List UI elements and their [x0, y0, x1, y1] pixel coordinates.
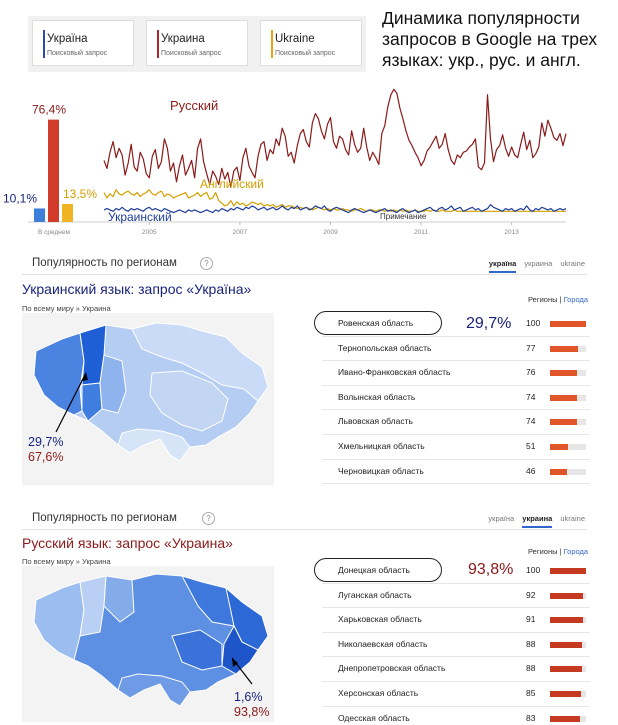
- trend-chart: [0, 80, 618, 240]
- regions-header-label: Популярность по регионам: [32, 512, 177, 524]
- section-title: Украинский язык: запрос «Україна»: [22, 281, 252, 297]
- map-callout: [28, 435, 63, 465]
- score-bar-fill: [550, 691, 581, 697]
- region-row[interactable]: [322, 410, 590, 435]
- region-name[interactable]: Харьковская область: [338, 614, 422, 625]
- link-separator: |: [559, 547, 562, 556]
- ukraine-map[interactable]: [22, 566, 274, 722]
- score-bar-fill: [550, 395, 577, 401]
- regions-link[interactable]: Регионы: [528, 295, 558, 304]
- score-bar-fill: [550, 568, 586, 574]
- cities-link[interactable]: Города: [563, 547, 589, 556]
- term-type: Поисковый запрос: [161, 50, 222, 57]
- score-bar-fill: [550, 617, 583, 623]
- region-score: 85: [526, 687, 536, 698]
- x-tick-label: 2013: [504, 229, 519, 236]
- score-bar-track: [550, 395, 586, 401]
- region-score: 88: [526, 638, 536, 649]
- term-name: Украина: [161, 33, 205, 45]
- region-row[interactable]: [322, 584, 590, 609]
- region-row[interactable]: [322, 707, 590, 725]
- tab-russian[interactable]: украина: [522, 514, 552, 528]
- region-name[interactable]: Днепропетровская область: [338, 663, 446, 674]
- term-tab-english[interactable]: [260, 20, 362, 66]
- region-name[interactable]: Тернопольская область: [338, 342, 432, 353]
- series-label: Украинский: [108, 210, 172, 224]
- region-row[interactable]: [322, 337, 590, 362]
- region-row[interactable]: [322, 657, 590, 682]
- region-row[interactable]: [322, 460, 590, 485]
- term-color-swatch: [157, 30, 159, 58]
- series-label: Английский: [200, 177, 264, 191]
- link-separator: |: [559, 295, 562, 304]
- term-switcher: [482, 514, 585, 528]
- region-score: 46: [526, 465, 536, 476]
- regions-cities-links: [528, 547, 588, 556]
- score-bar-fill: [550, 321, 586, 327]
- term-name: Україна: [47, 33, 88, 45]
- score-bar-fill: [550, 642, 582, 648]
- region-name[interactable]: Хмельницкая область: [338, 440, 425, 451]
- help-icon[interactable]: ?: [200, 257, 213, 270]
- regions-cities-links: [528, 295, 588, 304]
- ukraine-map[interactable]: [22, 313, 274, 485]
- average-bar-label: 10,1%: [3, 191, 38, 206]
- term-color-swatch: [271, 30, 273, 58]
- x-tick-label: 2007: [232, 229, 248, 236]
- callout-share-russian: 67,6%: [28, 450, 64, 464]
- region-name[interactable]: Черновицкая область: [338, 465, 424, 476]
- region-row[interactable]: [322, 361, 590, 386]
- series-label: Русский: [170, 98, 219, 113]
- score-bar-track: [550, 716, 586, 722]
- regions-link[interactable]: Регионы: [528, 547, 558, 556]
- tab-ukrainian[interactable]: україна: [488, 514, 515, 523]
- score-bar-fill: [550, 444, 568, 450]
- score-bar-track: [550, 642, 586, 648]
- region-row[interactable]: [322, 682, 590, 707]
- region-ranking-list: [322, 559, 590, 725]
- term-name: Ukraine: [275, 33, 315, 45]
- region-name[interactable]: Львовская область: [338, 416, 413, 427]
- tab-english[interactable]: ukraine: [560, 514, 585, 523]
- region-row[interactable]: [322, 608, 590, 633]
- term-tab-russian[interactable]: [146, 20, 248, 66]
- score-bar-fill: [550, 666, 582, 672]
- region-score: 76: [526, 367, 536, 378]
- term-type: Поисковый запрос: [47, 50, 108, 57]
- region-name[interactable]: Луганская область: [338, 589, 412, 600]
- region-name[interactable]: Николаевская область: [338, 638, 428, 649]
- score-bar-track: [550, 593, 586, 599]
- map-callout: [234, 690, 269, 720]
- tab-ukrainian[interactable]: україна: [489, 259, 517, 273]
- score-bar-track: [550, 469, 586, 475]
- score-bar-fill: [550, 593, 583, 599]
- region-name[interactable]: Донецкая область: [338, 565, 410, 575]
- region-name[interactable]: Волынская область: [338, 391, 416, 402]
- region-name[interactable]: Ровенская область: [338, 318, 414, 328]
- callout-share-ukrainian: 29,7%: [28, 435, 64, 449]
- regions-header: [22, 508, 587, 530]
- tab-english[interactable]: ukraine: [560, 259, 585, 268]
- x-tick-label: 2009: [323, 229, 338, 236]
- term-tab-ukrainian[interactable]: [32, 20, 134, 66]
- score-bar-fill: [550, 469, 567, 475]
- score-bar-fill: [550, 419, 577, 425]
- region-name[interactable]: Херсонская область: [338, 687, 419, 698]
- region-row[interactable]: [322, 386, 590, 411]
- term-type: Поисковый запрос: [275, 50, 336, 57]
- region-score: 83: [526, 712, 536, 723]
- section-title: Русский язык: запрос «Украина»: [22, 535, 233, 551]
- region-name[interactable]: Одесская область: [338, 712, 410, 723]
- region-ranking-list: [322, 312, 590, 484]
- average-bar-label: 13,5%: [63, 186, 98, 201]
- region-row[interactable]: [322, 559, 590, 584]
- tab-russian[interactable]: украина: [524, 259, 553, 268]
- callout-share-ukrainian: 1,6%: [234, 690, 263, 704]
- score-bar-track: [550, 617, 586, 623]
- score-bar-track: [550, 691, 586, 697]
- region-row[interactable]: [322, 633, 590, 658]
- region-score: 92: [526, 589, 536, 600]
- region-score: 100: [526, 318, 541, 328]
- region-name[interactable]: Ивано-Франковская область: [338, 367, 451, 378]
- score-bar-track: [550, 346, 586, 352]
- score-bar-fill: [550, 346, 578, 352]
- score-bar-track: [550, 666, 586, 672]
- region-score: 51: [526, 440, 536, 451]
- region-row[interactable]: [322, 312, 590, 337]
- region-score: 74: [526, 416, 536, 427]
- search-terms-bar: [28, 16, 366, 72]
- regions-header-label: Популярность по регионам: [32, 257, 177, 269]
- region-score: 77: [526, 342, 536, 353]
- region-score: 74: [526, 391, 536, 402]
- breadcrumb[interactable]: По всему миру » Украина: [22, 557, 111, 566]
- average-bar: [62, 204, 73, 222]
- score-bar-fill: [550, 716, 580, 722]
- average-bar: [34, 208, 45, 222]
- top-region-share: 29,7%: [466, 315, 512, 332]
- region-row[interactable]: [322, 435, 590, 460]
- chart-note: Примечание: [380, 212, 427, 221]
- score-bar-track: [550, 444, 586, 450]
- x-tick-label: 2011: [414, 229, 429, 236]
- region-score: 100: [526, 565, 541, 575]
- score-bar-track: [550, 321, 586, 327]
- callout-share-russian: 93,8%: [234, 705, 270, 719]
- breadcrumb[interactable]: По всему миру » Украина: [22, 304, 111, 313]
- top-region-share: 93,8%: [468, 561, 514, 578]
- average-bar: [48, 120, 59, 222]
- average-bar-label: 76,4%: [32, 102, 67, 117]
- x-tick-label: 2005: [142, 229, 157, 236]
- score-bar-fill: [550, 370, 577, 376]
- region-score: 91: [526, 614, 536, 625]
- cities-link[interactable]: Города: [563, 295, 589, 304]
- score-bar-track: [550, 568, 586, 574]
- term-color-swatch: [43, 30, 45, 58]
- regions-header: [22, 253, 587, 275]
- region-score: 88: [526, 663, 536, 674]
- chart-headline: Динамика популярности запросов в Google на трех языках: укр., рус. и англ.: [382, 8, 598, 70]
- help-icon[interactable]: ?: [202, 512, 215, 525]
- score-bar-track: [550, 370, 586, 376]
- term-switcher: [483, 259, 585, 273]
- score-bar-track: [550, 419, 586, 425]
- average-label: В среднем: [38, 229, 70, 236]
